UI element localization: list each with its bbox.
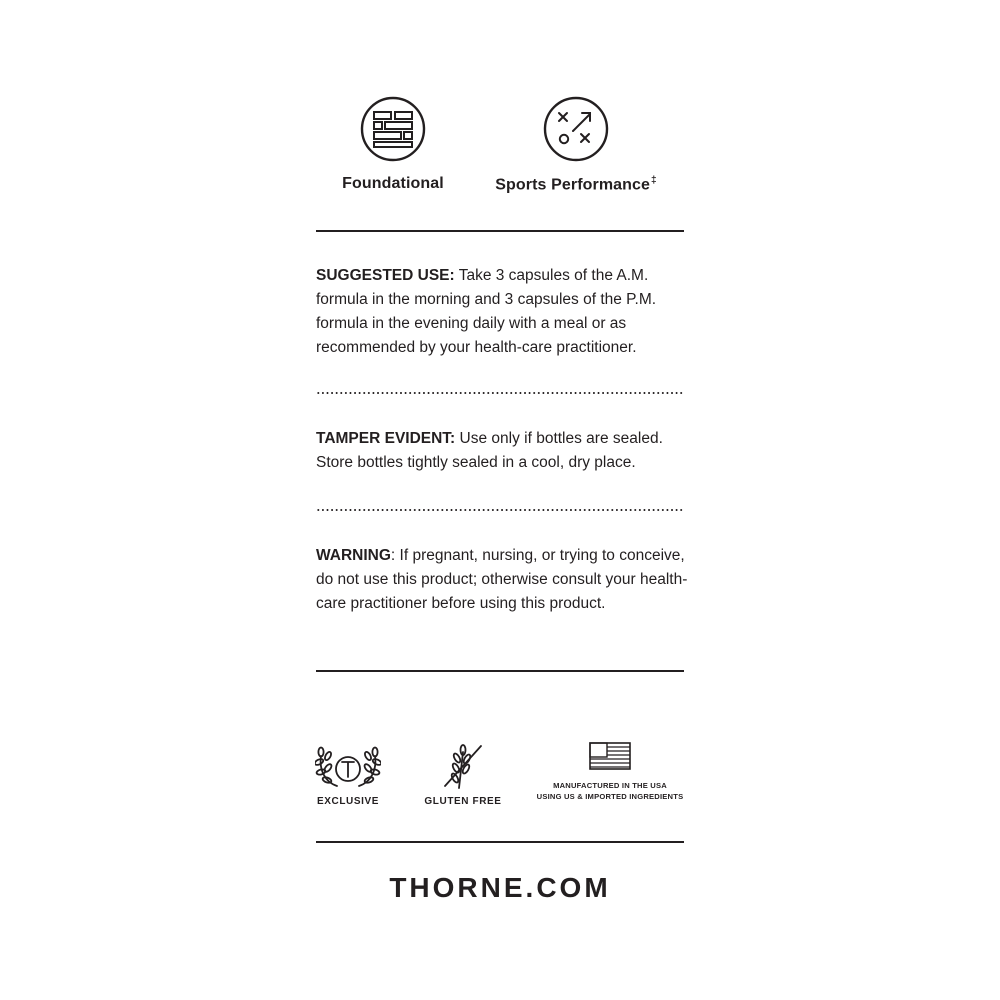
footnote-mark: ‡ [651,175,657,186]
laurel-t-icon [315,742,381,790]
wheat-crossed-icon [441,742,485,790]
suggested-use-section [316,264,688,360]
category-label-foundational: Foundational [342,175,444,192]
suggested-use-text: Take 3 capsules of the A.M. formula in the morning and 3 capsules of the P.M. formula in the evening daily with a meal or as recommended by your health-care practitioner. [316,267,657,356]
brick-wall-icon [360,96,426,162]
exclusive-label: EXCLUSIVE [316,796,380,807]
category-foundational [303,96,483,193]
exclusive-badge [312,742,384,807]
divider-middle [316,670,684,672]
made-in-usa-badge [530,742,690,802]
tamper-evident-text: Use only if bottles are sealed. Store bottles tightly sealed in a cool, dry place. [316,430,663,471]
warning-heading: WARNING [316,547,391,564]
warning-section [316,544,688,616]
category-label-sports-performance: Sports Performance‡ [495,175,657,194]
made-in-usa-line1: MANUFACTURED IN THE USA [553,781,667,790]
play-diagram-icon [543,96,609,162]
warning-text: : If pregnant, nursing, or trying to conceive, do not use this product; otherwise consult your health-care practitioner before using this product. [316,547,688,612]
made-in-usa-line2: USING US & IMPORTED INGREDIENTS [536,792,684,801]
divider-top [316,230,684,232]
badge-row [316,742,684,812]
dotted-divider-2 [316,509,684,511]
us-flag-icon [589,742,631,770]
category-sports-performance [486,96,666,194]
made-in-usa-text [530,780,690,802]
suggested-use-heading: SUGGESTED USE: [316,267,455,284]
divider-bottom [316,841,684,843]
dotted-divider-1 [316,392,684,394]
tamper-evident-section [316,427,688,475]
category-icons [316,96,684,206]
website-url: THORNE.COM [389,872,611,903]
tamper-evident-heading: TAMPER EVIDENT: [316,430,456,447]
product-label-panel [316,0,688,1000]
gluten-free-label: GLUTEN FREE [424,796,502,807]
gluten-free-badge [420,742,506,807]
